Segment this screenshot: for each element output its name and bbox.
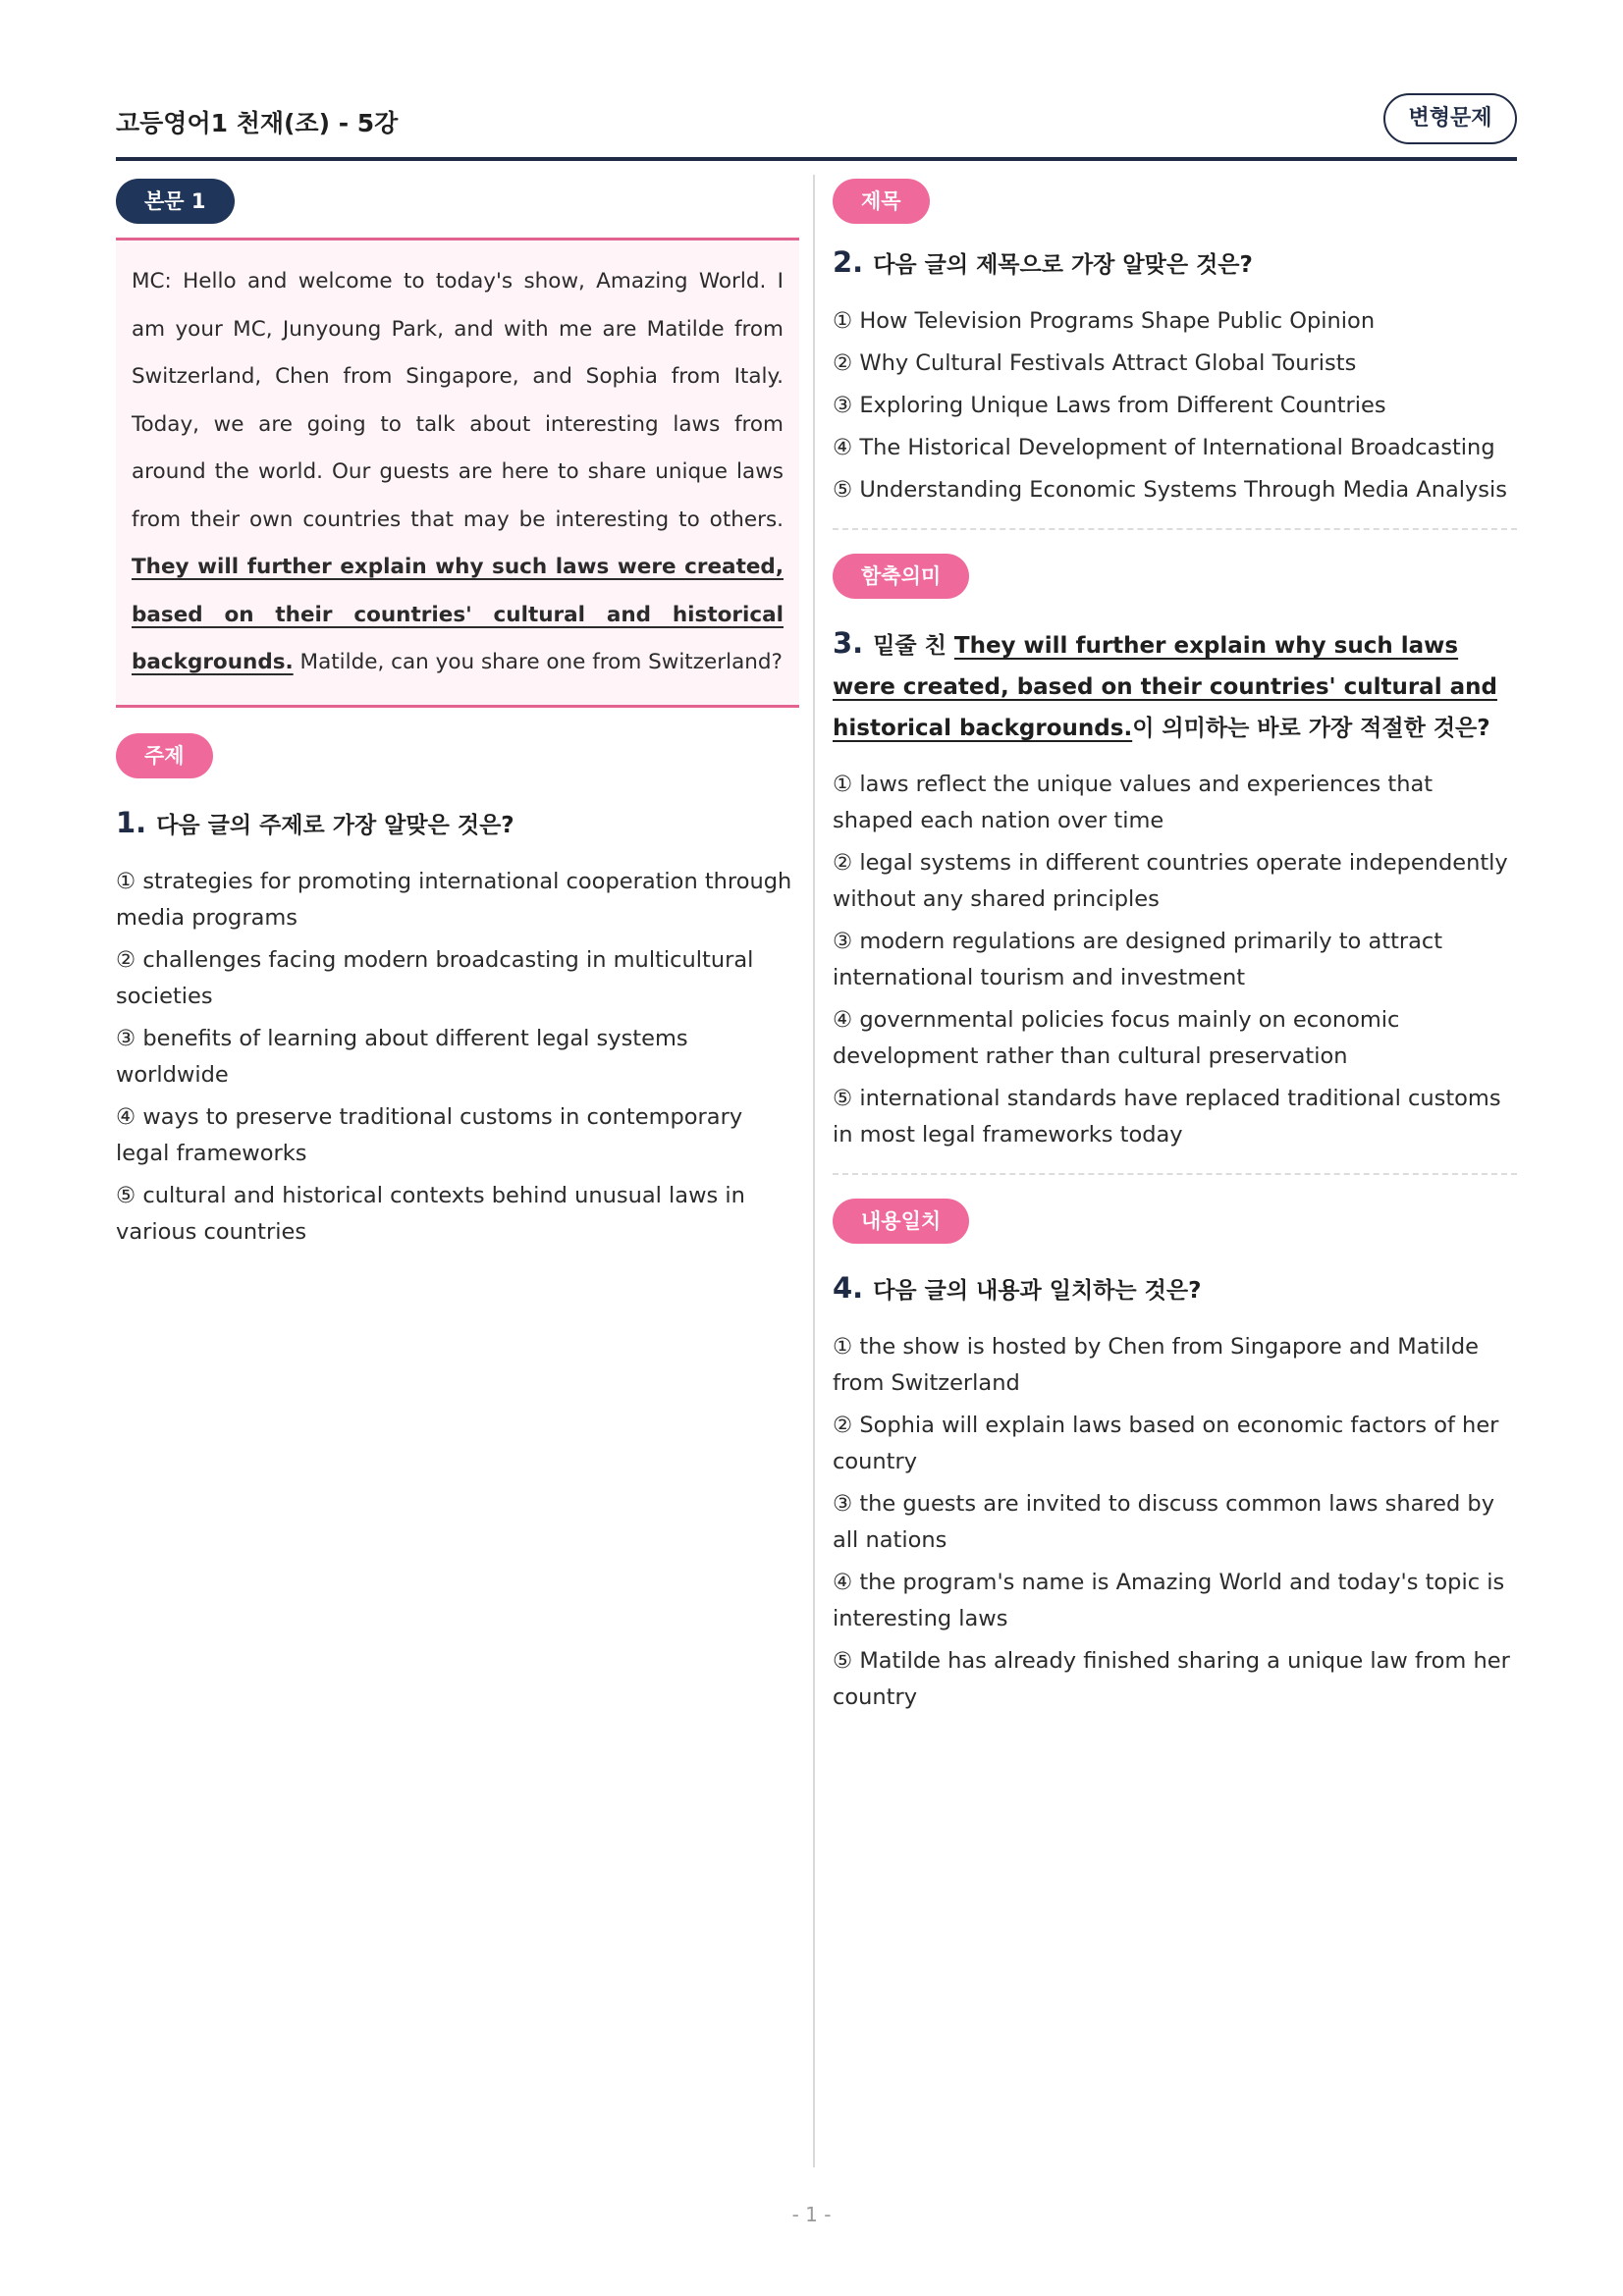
document-title: 고등영어1 천재(조) - 5강 xyxy=(116,109,399,137)
left-column xyxy=(116,179,799,1256)
column-divider xyxy=(813,175,815,2167)
option[interactable]: ⑤ Understanding Economic Systems Through Media Analysis xyxy=(833,477,1508,503)
question-4-options xyxy=(833,1329,1517,1716)
option[interactable]: ② legal systems in different countries operate independently without any shared principles xyxy=(833,850,1508,912)
right-column xyxy=(833,179,1517,1722)
option[interactable]: ④ governmental policies focus mainly on economic development rather than cultural preservation xyxy=(833,1007,1400,1069)
question-1-options xyxy=(116,864,799,1251)
option[interactable]: ② Why Cultural Festivals Attract Global Tourists xyxy=(833,350,1357,376)
question-3-number: 3. xyxy=(833,626,864,660)
option[interactable]: ③ the guests are invited to discuss common laws shared by all nations xyxy=(833,1491,1495,1553)
question-type-badge: 변형문제 xyxy=(1383,93,1517,144)
option[interactable]: ① laws reflect the unique values and experiences that shaped each nation over time xyxy=(833,772,1434,833)
option[interactable]: ③ Exploring Unique Laws from Different Countries xyxy=(833,393,1386,418)
option[interactable]: ② Sophia will explain laws based on economic factors of her country xyxy=(833,1413,1499,1474)
option[interactable]: ⑤ international standards have replaced traditional customs in most legal frameworks today xyxy=(833,1086,1501,1148)
question-3 xyxy=(833,554,1517,1153)
passage-underlined-sentence: They will further explain why such laws were created, based on their countries' cultural and historical backgrounds. xyxy=(132,555,784,674)
question-2-tag: 제목 xyxy=(833,179,930,224)
question-2-number: 2. xyxy=(833,245,864,279)
question-4-tag: 내용일치 xyxy=(833,1199,969,1244)
passage-text-before: MC: Hello and welcome to today's show, Amazing World. I am your MC, Junyoung Park, and with me are Matilde from Switzerland, Chen from Singapore, and Sophia from Italy. Today, we are going to talk about interesting laws from around the world. Our guests are here to share unique laws from their own countries that may be interesting to others. xyxy=(132,269,784,532)
page-header xyxy=(116,90,1517,161)
question-2-prompt: 다음 글의 제목으로 가장 알맞은 것은? xyxy=(873,252,1253,278)
question-1-prompt: 다음 글의 주제로 가장 알맞은 것은? xyxy=(156,812,514,838)
section-separator xyxy=(833,528,1517,530)
question-1-title xyxy=(116,802,799,846)
option[interactable]: ① strategies for promoting international cooperation through media programs xyxy=(116,868,792,931)
option[interactable]: ② challenges facing modern broadcasting in multicultural societies xyxy=(116,946,754,1009)
question-3-underlined-sentence: They will further explain why such laws were created, based on their countries' cultural and historical backgrounds. xyxy=(833,633,1497,741)
question-3-prompt-prefix: 밑줄 친 xyxy=(873,633,954,659)
question-3-prompt-suffix: 이 의미하는 바로 가장 적절한 것은? xyxy=(1132,716,1490,741)
question-1-tag: 주제 xyxy=(116,733,213,778)
question-3-title xyxy=(833,622,1517,749)
page-number: - 1 - xyxy=(791,2203,832,2226)
option[interactable]: ⑤ cultural and historical contexts behind unusual laws in various countries xyxy=(116,1182,745,1245)
passage-label: 본문 1 xyxy=(116,179,235,224)
option[interactable]: ③ benefits of learning about different legal systems worldwide xyxy=(116,1025,688,1088)
passage-text-after: Matilde, can you share one from Switzerland? xyxy=(293,650,783,674)
question-4-title xyxy=(833,1267,1517,1311)
option[interactable]: ④ The Historical Development of International Broadcasting xyxy=(833,435,1495,460)
question-2 xyxy=(833,179,1517,508)
option[interactable]: ① How Television Programs Shape Public Opinion xyxy=(833,308,1376,334)
option[interactable]: ③ modern regulations are designed primarily to attract international tourism and investment xyxy=(833,929,1443,990)
passage-box xyxy=(116,238,799,708)
question-1 xyxy=(116,733,799,1251)
option[interactable]: ④ the program's name is Amazing World and today's topic is interesting laws xyxy=(833,1570,1505,1631)
question-3-tag: 함축의미 xyxy=(833,554,969,599)
question-4-prompt: 다음 글의 내용과 일치하는 것은? xyxy=(873,1278,1202,1304)
question-2-options xyxy=(833,303,1517,508)
option[interactable]: ⑤ Matilde has already finished sharing a unique law from her country xyxy=(833,1648,1510,1710)
option[interactable]: ④ ways to preserve traditional customs in contemporary legal frameworks xyxy=(116,1103,743,1166)
question-2-title xyxy=(833,241,1517,286)
question-3-options xyxy=(833,767,1517,1153)
question-4-number: 4. xyxy=(833,1271,864,1305)
section-separator xyxy=(833,1173,1517,1175)
question-1-number: 1. xyxy=(116,805,147,839)
question-4 xyxy=(833,1199,1517,1716)
option[interactable]: ① the show is hosted by Chen from Singapore and Matilde from Switzerland xyxy=(833,1334,1479,1396)
